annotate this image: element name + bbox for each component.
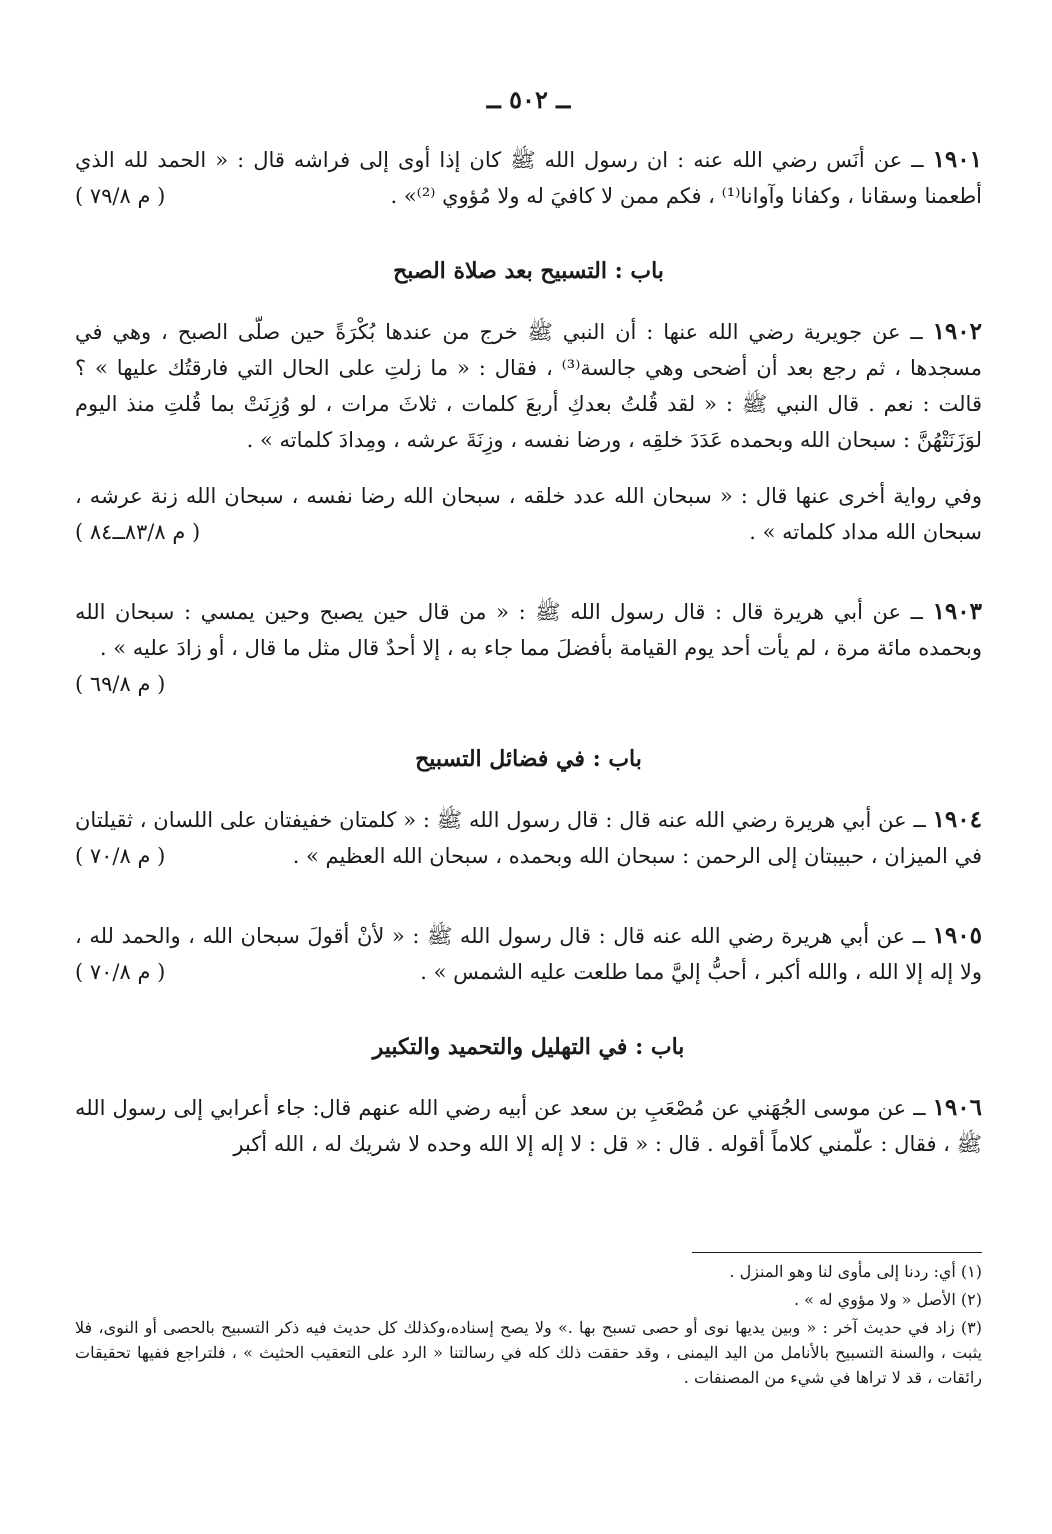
hadith-reference: ( م ٧٠/٨ ) <box>75 844 166 868</box>
hadith-text: ــ عن أنَس رضي الله عنه : ان رسول الله ﷺ كان إذا أوى إلى فراشه قال : « الحمد لله الذي أطعمنا وسقانا ، وكفانا وآوانا⁽¹⁾ ، فكم ممن لا كافيَ له ولا مُؤوي ⁽²⁾» . <box>75 148 982 208</box>
hadith-number: ١٩٠٥ <box>932 922 982 949</box>
page-content <box>75 142 982 1162</box>
footnote-2: (٢) الأصل « ولا مؤوي له » . <box>793 1290 982 1309</box>
hadith-1905 <box>75 918 982 990</box>
hadith-1906 <box>75 1090 982 1162</box>
chapter-heading: باب : في التهليل والتحميد والتكبير <box>372 1034 685 1060</box>
hadith-number: ١٩٠١ <box>932 146 982 173</box>
hadith-1902-alt-narration <box>75 478 982 550</box>
page-number: ــ ٥٠٢ ــ <box>486 85 571 114</box>
hadith-1902 <box>75 314 982 458</box>
chapter-heading: باب : التسبيح بعد صلاة الصبح <box>393 258 664 284</box>
hadith-number: ١٩٠٢ <box>932 318 982 345</box>
hadith-number: ١٩٠٦ <box>932 1094 982 1121</box>
footnote-divider <box>692 1252 982 1253</box>
hadith-text: وفي رواية أخرى عنها قال : « سبحان الله عدد خلقه ، سبحان الله رضا نفسه ، سبحان الله زنة عرشه ، سبحان الله مداد كلماته » . <box>75 484 982 544</box>
hadith-1901 <box>75 142 982 214</box>
chapter-heading: باب : في فضائل التسبيح <box>415 746 642 772</box>
hadith-reference: ( م ٧٠/٨ ) <box>75 960 166 984</box>
hadith-text: ــ عن أبي هريرة قال : قال رسول الله ﷺ : « من قال حين يصبح وحين يمسي : سبحان الله وبحمده مائة مرة ، لم يأت أحد يوم القيامة بأفضلَ مما جاء به ، إلا أحدٌ قال مثل ما قال ، أو زادَ عليه » . <box>75 600 982 660</box>
hadith-text: ــ عن جويرية رضي الله عنها : أن النبي ﷺ خرج من عندها بُكْرَةً حين صلّى الصبح ، وهي في مسجدها ، ثم رجع بعد أن أضحى وهي جالسة⁽³⁾ ، فقال : « ما زلتِ على الحال التي فارقتُك عليها » ؟ قالت : نعم . قال النبي ﷺ : « لقد قُلتُ بعدكِ أربعَ كلمات ، ثلاثَ مرات ، لو وُزِنَتْ بما قُلتِ منذ اليوم لوَزَنَتْهُنَّ : سبحان الله وبحمده عَدَدَ خلقِه ، ورضا نفسه ، وزِنَةَ عرشه ، ومِدادَ كلماته » . <box>75 320 982 452</box>
footnote-3: (٣) زاد في حديث آخر : « وبين يديها نوى أو حصى تسبح بها .» ولا يصح إسناده،وكذلك كل حديث فيه ذكر التسبيح بالحصى أو النوى، فلا يثبت ، والسنة التسبيح بالأنامل من اليد اليمنى ، وقد حققت ذلك كله في رسالتنا « الرد على التعقيب الحثيث » ، فلتراجع ففيها تحقيقات رائقات ، قد لا تراها في شيء من المصنفات . <box>75 1318 982 1387</box>
footnote-1: (١) أي: ردنا إلى مأوى لنا وهو المنزل . <box>729 1262 982 1281</box>
hadith-number: ١٩٠٣ <box>932 598 982 625</box>
footnotes <box>75 1252 982 1393</box>
hadith-1904 <box>75 802 982 874</box>
hadith-number: ١٩٠٤ <box>932 806 982 833</box>
hadith-text: ــ عن أبي هريرة رضي الله عنه قال : قال رسول الله ﷺ : « لأنْ أقولَ سبحان الله ، والحمد لله ، ولا إله إلا الله ، والله أكبر ، أحبُّ إليَّ مما طلعت عليه الشمس » . <box>75 924 982 984</box>
hadith-text: ــ عن موسى الجُهَني عن مُصْعَبِ بن سعد عن أبيه رضي الله عنهم قال: جاء أعرابي إلى رسول الله ﷺ ، فقال : علّمني كلاماً أقوله . قال : « قل : لا إله إلا الله وحده لا شريك له ، الله أكبر <box>75 1096 982 1156</box>
hadith-text: ــ عن أبي هريرة رضي الله عنه قال : قال رسول الله ﷺ : « كلمتان خفيفتان على اللسان ، ثقيلتان في الميزان ، حبيبتان إلى الرحمن : سبحان الله وبحمده ، سبحان الله العظيم » . <box>75 808 982 868</box>
hadith-reference: ( م ٦٩/٨ ) <box>75 672 166 696</box>
hadith-1903 <box>75 594 982 702</box>
hadith-reference: ( م ٧٩/٨ ) <box>75 184 166 208</box>
hadith-reference: ( م ٨٣/٨ــ٨٤ ) <box>75 520 201 544</box>
